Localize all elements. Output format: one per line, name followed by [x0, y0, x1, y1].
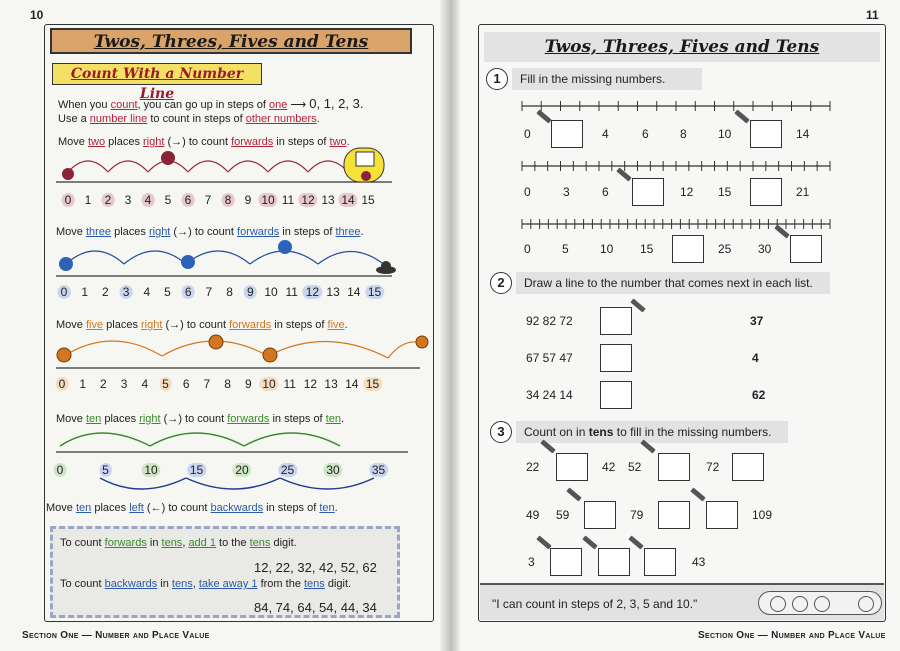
question-2-prompt: Draw a line to the number that comes next in each list. — [516, 272, 830, 294]
q1-row3-value: 5 — [562, 242, 569, 256]
question-1-badge: 1 — [486, 68, 508, 90]
threes-number-label: 1 — [81, 285, 89, 299]
twos-number-label: 6 — [182, 193, 195, 207]
fives-number-label: 5 — [159, 377, 172, 391]
question-3-prompt: Count on in tens to fill in the missing numbers. — [516, 421, 788, 443]
fives-number-label: 10 — [259, 377, 278, 391]
twos-number-label: 10 — [258, 193, 277, 207]
info-forwards-sequence: 12, 22, 32, 42, 52, 62 — [254, 560, 377, 575]
twos-number-label: 4 — [142, 193, 155, 207]
check-circle-icon[interactable] — [814, 596, 830, 612]
q3-r3-v1: 3 — [528, 555, 535, 569]
fives-number-label: 0 — [56, 377, 69, 391]
threes-number-label: 5 — [164, 285, 171, 299]
threes-number-label: 3 — [120, 285, 133, 299]
fives-number-label: 1 — [79, 377, 87, 391]
tens-number-label: 25 — [278, 463, 297, 477]
tens-number-label: 0 — [54, 463, 67, 477]
twos-number-label: 13 — [321, 193, 335, 207]
q1-row3-value: 10 — [600, 242, 614, 256]
left-footer: Section One — Number and Place Value — [22, 630, 210, 641]
check-circle-icon[interactable] — [792, 596, 808, 612]
q1-row1-value: 0 — [524, 127, 531, 141]
q3-answer-box[interactable] — [658, 453, 690, 481]
q3-r1-v1: 22 — [526, 460, 540, 474]
q1-row1-value: 6 — [642, 127, 649, 141]
q2-answer-box[interactable] — [600, 381, 632, 409]
fives-number-label: 12 — [303, 377, 318, 391]
twos-number-label: 9 — [244, 193, 252, 207]
threes-number-label: 8 — [226, 285, 233, 299]
left-page-title: Twos, Threes, Fives and Tens — [50, 28, 412, 54]
tens-backwards-instruction: Move ten places left (←) to count backwards in steps of ten. — [46, 502, 338, 514]
fives-number-label: 7 — [203, 377, 211, 391]
q1-answer-box[interactable] — [750, 120, 782, 148]
q2-list-1: 92 82 72 — [526, 314, 573, 328]
twos-number-label: 12 — [298, 193, 317, 207]
threes-number-label: 9 — [244, 285, 257, 299]
self-assessment-quote: "I can count in steps of 2, 3, 5 and 10." — [492, 597, 698, 611]
twos-number-label: 1 — [84, 193, 92, 207]
q2-list-3: 34 24 14 — [526, 388, 573, 402]
threes-number-label: 0 — [58, 285, 71, 299]
q3-answer-box[interactable] — [598, 548, 630, 576]
q1-row1-value: 4 — [602, 127, 609, 141]
intro-line-1: When you count, you can go up in steps of one ⟶ 0, 1, 2, 3. — [58, 96, 364, 111]
tens-number-label: 35 — [369, 463, 388, 477]
q3-answer-box[interactable] — [584, 501, 616, 529]
q1-row3-value: 30 — [758, 242, 772, 256]
threes-number-label: 13 — [326, 285, 340, 299]
tens-number-label: 10 — [141, 463, 160, 477]
q3-r1-v2: 42 — [602, 460, 616, 474]
q1-row3-value: 0 — [524, 242, 531, 256]
fives-number-label: 15 — [363, 377, 382, 391]
question-2-badge: 2 — [490, 272, 512, 294]
threes-number-label: 15 — [365, 285, 384, 299]
q1-row2-value: 21 — [796, 185, 810, 199]
twos-instruction: Move two places right (→) to count forwards in steps of two. — [58, 136, 350, 148]
q3-r2-v1: 49 — [526, 508, 540, 522]
twos-number-label: 11 — [281, 193, 295, 207]
fives-number-label: 3 — [120, 377, 128, 391]
twos-number-label: 3 — [124, 193, 132, 207]
q1-row2-value: 15 — [718, 185, 732, 199]
info-forwards-rule: To count forwards in tens, add 1 to the tens digit. — [60, 537, 297, 549]
twos-number-label: 15 — [361, 193, 375, 207]
twos-number-label: 0 — [62, 193, 75, 207]
q1-answer-box[interactable] — [750, 178, 782, 206]
q2-answer-box[interactable] — [600, 307, 632, 335]
fives-instruction: Move five places right (→) to count forwards in steps of five. — [56, 319, 348, 331]
twos-number-label: 7 — [204, 193, 212, 207]
threes-number-label: 2 — [102, 285, 109, 299]
threes-number-label: 12 — [303, 285, 322, 299]
info-backwards-rule: To count backwards in tens, take away 1 from the tens digit. — [60, 578, 352, 590]
twos-number-label: 2 — [102, 193, 115, 207]
fives-number-label: 6 — [182, 377, 190, 391]
threes-number-label: 10 — [264, 285, 278, 299]
arrow-right-icon: ⟶ — [290, 99, 310, 111]
fives-number-label: 8 — [224, 377, 231, 391]
left-page-number: 10 — [30, 8, 44, 22]
twos-number-label: 8 — [222, 193, 235, 207]
q3-answer-box[interactable] — [644, 548, 676, 576]
q3-r2-v4: 109 — [752, 508, 773, 522]
q3-answer-box[interactable] — [732, 453, 764, 481]
question-3-badge: 3 — [490, 421, 512, 443]
q1-answer-box[interactable] — [632, 178, 664, 206]
q1-row1-value: 8 — [680, 127, 687, 141]
q3-r2-v2: 59 — [556, 508, 570, 522]
q2-target-3[interactable]: 62 — [752, 388, 766, 402]
q2-target-1[interactable]: 37 — [750, 314, 764, 328]
fives-number-label: 4 — [141, 377, 149, 391]
q1-row2-value: 6 — [602, 185, 609, 199]
threes-number-label: 11 — [285, 285, 298, 299]
q3-r1-v4: 72 — [706, 460, 720, 474]
right-page-title: Twos, Threes, Fives and Tens — [484, 32, 880, 62]
fives-number-label: 9 — [244, 377, 252, 391]
q3-answer-box[interactable] — [706, 501, 738, 529]
twos-number-label: 5 — [164, 193, 172, 207]
q3-r3-v2: 43 — [692, 555, 706, 569]
q1-answer-box[interactable] — [672, 235, 704, 263]
fives-number-label: 14 — [345, 377, 359, 391]
tens-number-label: 30 — [323, 463, 342, 477]
q3-r1-v3: 52 — [628, 460, 642, 474]
tens-instruction: Move ten places right (→) to count forwards in steps of ten. — [56, 413, 345, 425]
threes-number-label: 7 — [205, 285, 213, 299]
q1-answer-box[interactable] — [790, 235, 822, 263]
threes-number-label: 6 — [182, 285, 195, 299]
thumbs-up-icon[interactable] — [770, 596, 786, 612]
fives-number-label: 13 — [324, 377, 338, 391]
right-footer: Section One — Number and Place Value — [698, 630, 886, 641]
q3-answer-box[interactable] — [658, 501, 690, 529]
info-backwards-sequence: 84, 74, 64, 54, 44, 34 — [254, 600, 377, 615]
q1-row3-value: 25 — [718, 242, 732, 256]
tens-number-label: 20 — [232, 463, 251, 477]
question-1-prompt: Fill in the missing numbers. — [512, 68, 702, 90]
count-with-number-line-heading: Count With a Number Line — [52, 63, 262, 85]
q3-r2-v3: 79 — [630, 508, 644, 522]
q3-answer-box[interactable] — [550, 548, 582, 576]
q2-target-2[interactable]: 4 — [752, 351, 759, 365]
q1-row1-value: 14 — [796, 127, 810, 141]
fives-number-label: 11 — [283, 377, 296, 391]
twos-number-label: 14 — [338, 193, 357, 207]
q3-answer-box[interactable] — [556, 453, 588, 481]
threes-number-label: 14 — [347, 285, 361, 299]
q1-row3-value: 15 — [640, 242, 654, 256]
threes-number-label: 4 — [143, 285, 151, 299]
tens-number-label: 5 — [99, 463, 112, 477]
q1-row1-value: 10 — [718, 127, 732, 141]
q1-row2-value: 0 — [524, 185, 531, 199]
q1-answer-box[interactable] — [551, 120, 583, 148]
intro-line-2: Use a number line to count in steps of other numbers. — [58, 113, 320, 125]
q1-row2-value: 3 — [563, 185, 570, 199]
q2-list-2: 67 57 47 — [526, 351, 573, 365]
q1-row2-value: 12 — [680, 185, 694, 199]
thumbs-down-icon[interactable] — [858, 596, 874, 612]
right-page-number: 11 — [866, 8, 879, 22]
tens-number-label: 15 — [187, 463, 206, 477]
q2-answer-box[interactable] — [600, 344, 632, 372]
fives-number-label: 2 — [100, 377, 107, 391]
threes-instruction: Move three places right (→) to count forwards in steps of three. — [56, 226, 364, 238]
